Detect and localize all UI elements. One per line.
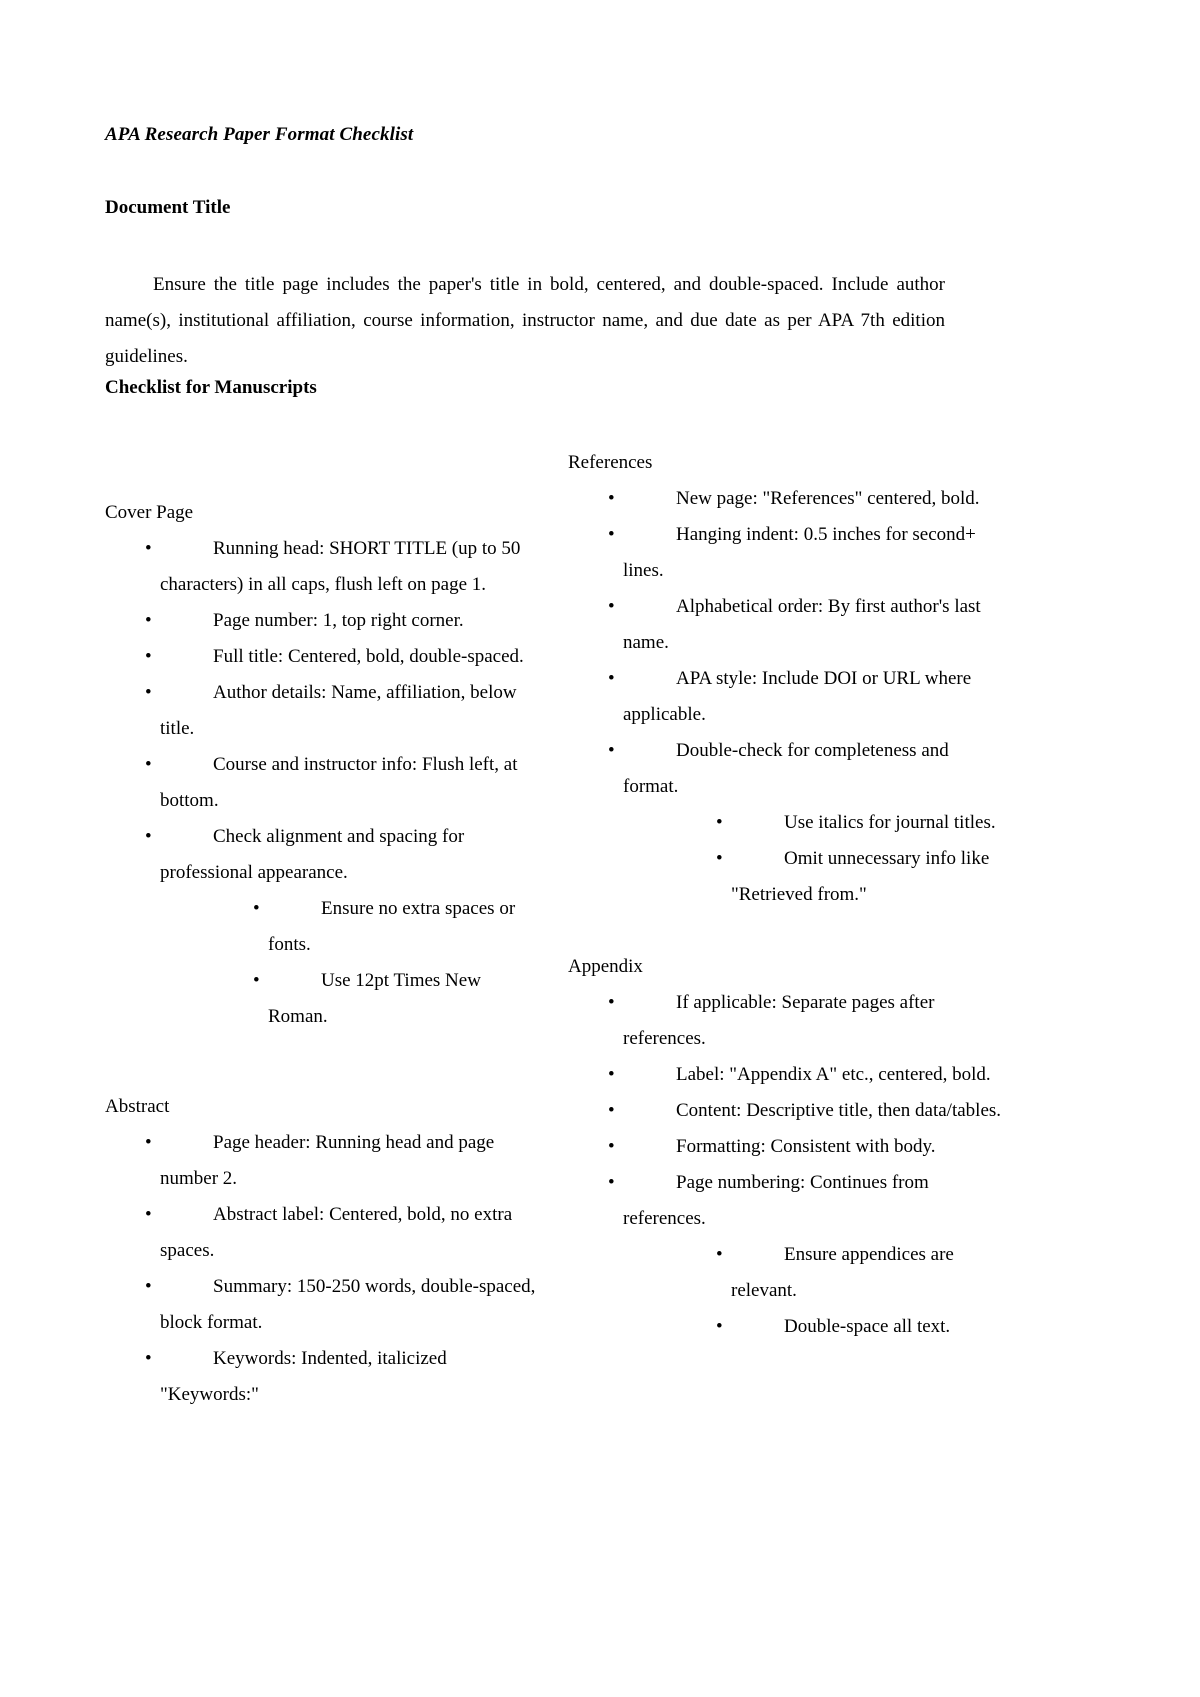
bullet-icon: •	[253, 898, 260, 919]
list-item-text: Use 12pt Times New Roman.	[268, 970, 481, 1027]
list-item[interactable]	[568, 1309, 1008, 1345]
bullet-icon: •	[716, 1244, 723, 1265]
group-label-appendix: Appendix	[568, 956, 643, 977]
list-item[interactable]	[105, 603, 545, 639]
bullet-icon: •	[253, 970, 260, 991]
group-label-cover-page: Cover Page	[105, 502, 194, 523]
list-item[interactable]	[568, 1237, 1008, 1309]
list-item[interactable]	[105, 639, 545, 675]
references-bullet-list	[568, 481, 1008, 805]
list-item-text: Keywords: Indented, italicized "Keywords:"	[160, 1348, 447, 1405]
cover-page-sub-bullet-list	[105, 891, 545, 1035]
list-item-text: Page numbering: Continues from references.	[623, 1172, 929, 1229]
list-item[interactable]	[105, 747, 545, 819]
appendix-sub-bullet-list	[568, 1237, 1008, 1345]
bullet-icon: •	[608, 596, 615, 617]
checklist-column-left	[105, 445, 545, 1413]
list-item-text: Use italics for journal titles.	[784, 812, 996, 833]
bullet-icon: •	[608, 1136, 615, 1157]
list-item-text: Summary: 150-250 words, double-spaced, block format.	[160, 1276, 536, 1333]
checklist-column-right	[568, 445, 1008, 1345]
bullet-icon: •	[608, 740, 615, 761]
bullet-icon: •	[145, 754, 152, 775]
list-item[interactable]	[105, 891, 545, 963]
list-item-text: Check alignment and spacing for professional appearance.	[160, 826, 465, 883]
list-item-text: Author details: Name, affiliation, below title.	[160, 682, 517, 739]
bullet-icon: •	[145, 826, 152, 847]
bullet-icon: •	[608, 1172, 615, 1193]
list-item-text: Running head: SHORT TITLE (up to 50 characters) in all caps, flush left on page 1.	[160, 538, 521, 595]
list-item[interactable]	[568, 805, 1008, 841]
bullet-icon: •	[145, 1132, 152, 1153]
list-item[interactable]	[105, 1341, 545, 1413]
bullet-icon: •	[608, 668, 615, 689]
list-item[interactable]	[568, 481, 1008, 517]
bullet-icon: •	[608, 488, 615, 509]
list-item-text: Page header: Running head and page number 2.	[160, 1132, 495, 1189]
bullet-icon: •	[145, 610, 152, 631]
bullet-icon: •	[145, 1348, 152, 1369]
list-item[interactable]	[105, 1197, 545, 1269]
bullet-icon: •	[608, 524, 615, 545]
list-item[interactable]	[568, 661, 1008, 733]
abstract-bullet-list	[105, 1125, 545, 1413]
section-heading-document-title: Document Title	[105, 197, 231, 218]
bullet-icon: •	[145, 646, 152, 667]
list-item-text: Double-space all text.	[784, 1316, 951, 1337]
list-item[interactable]	[568, 985, 1008, 1057]
list-item-text: Hanging indent: 0.5 inches for second+ lines.	[623, 524, 976, 581]
bullet-icon: •	[608, 1064, 615, 1085]
bullet-icon: •	[145, 538, 152, 559]
appendix-bullet-list	[568, 985, 1008, 1237]
bullet-icon: •	[145, 1204, 152, 1225]
section-heading-checklist: Checklist for Manuscripts	[105, 377, 317, 398]
bullet-icon: •	[716, 848, 723, 869]
references-sub-bullet-list	[568, 805, 1008, 913]
list-item[interactable]	[568, 733, 1008, 805]
list-item[interactable]	[568, 589, 1008, 661]
list-item[interactable]	[568, 1057, 1008, 1093]
list-item-text: Alphabetical order: By first author's last name.	[623, 596, 981, 653]
bullet-icon: •	[145, 1276, 152, 1297]
list-item-text: Content: Descriptive title, then data/tables.	[676, 1100, 1002, 1121]
list-item-text: Page number: 1, top right corner.	[213, 610, 464, 631]
cover-page-bullet-list	[105, 531, 545, 891]
list-item[interactable]	[105, 531, 545, 603]
list-item[interactable]	[105, 1269, 545, 1341]
list-item[interactable]	[568, 1093, 1008, 1129]
list-item-text: New page: "References" centered, bold.	[676, 488, 980, 509]
list-item-text: Label: "Appendix A" etc., centered, bold.	[676, 1064, 991, 1085]
group-label-references: References	[568, 452, 653, 473]
list-item-text: Abstract label: Centered, bold, no extra spaces.	[160, 1204, 513, 1261]
group-label-abstract: Abstract	[105, 1096, 170, 1117]
list-item-text: Ensure no extra spaces or fonts.	[268, 898, 516, 955]
document-title-paragraph: Ensure the title page includes the paper's title in bold, centered, and double-spaced. Include author name(s), institutional affiliation, course information, instructor name, and due date as per APA 7th edition guidelines.	[105, 274, 945, 367]
bullet-icon: •	[716, 812, 723, 833]
list-item[interactable]	[568, 1165, 1008, 1237]
list-item[interactable]	[568, 841, 1008, 913]
list-item-text: Course and instructor info: Flush left, at bottom.	[160, 754, 518, 811]
bullet-icon: •	[716, 1316, 723, 1337]
list-item-text: If applicable: Separate pages after references.	[623, 992, 935, 1049]
list-item[interactable]	[105, 675, 545, 747]
bullet-icon: •	[145, 682, 152, 703]
list-item[interactable]	[568, 517, 1008, 589]
list-item-text: Full title: Centered, bold, double-spaced.	[213, 646, 524, 667]
list-item[interactable]	[105, 963, 545, 1035]
list-item-text: Omit unnecessary info like "Retrieved from."	[731, 848, 990, 905]
list-item[interactable]	[105, 1125, 545, 1197]
list-item-text: Ensure appendices are relevant.	[731, 1244, 954, 1301]
list-item[interactable]	[568, 1129, 1008, 1165]
page-title: APA Research Paper Format Checklist	[105, 124, 414, 145]
list-item[interactable]	[105, 819, 545, 891]
list-item-text: Double-check for completeness and format.	[623, 740, 949, 797]
list-item-text: APA style: Include DOI or URL where applicable.	[623, 668, 972, 725]
bullet-icon: •	[608, 992, 615, 1013]
list-item-text: Formatting: Consistent with body.	[676, 1136, 936, 1157]
bullet-icon: •	[608, 1100, 615, 1121]
